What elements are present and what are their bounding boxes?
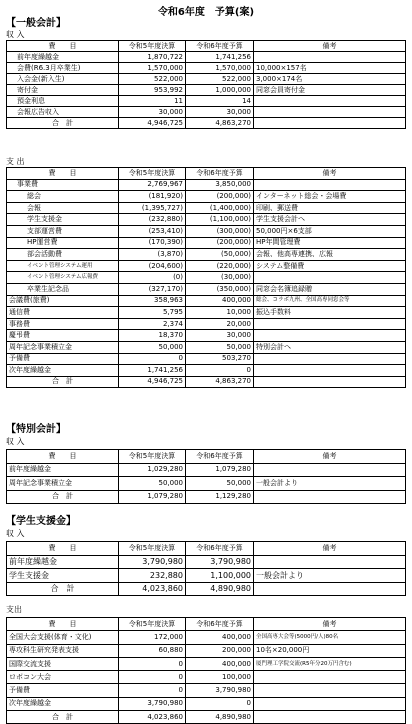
column-header: 備考 xyxy=(254,41,406,52)
fy6-budget-cell: 522,000 xyxy=(186,74,254,85)
fy6-budget-cell: 3,790,980 xyxy=(186,684,254,697)
remarks-cell xyxy=(254,555,406,569)
item-cell: 学生支援金 xyxy=(7,569,119,583)
item-cell: 通信費 xyxy=(7,307,119,319)
total-row xyxy=(7,711,406,724)
total-remarks xyxy=(254,711,406,724)
table-row xyxy=(7,249,406,261)
header-row xyxy=(7,168,406,180)
table-row xyxy=(7,179,406,191)
fy5-settlement-cell: (204,600) xyxy=(119,260,186,272)
remarks-cell xyxy=(254,697,406,710)
column-header: 備考 xyxy=(254,168,406,180)
remarks-cell xyxy=(254,52,406,63)
total-label: 合 計 xyxy=(7,490,119,504)
item-cell: 前年度繰越金 xyxy=(7,52,119,63)
remarks-cell: 特別会計へ xyxy=(254,341,406,353)
item-cell: 会報 xyxy=(7,202,119,214)
column-header: 令和5年度決算 xyxy=(119,542,186,556)
table-row xyxy=(7,684,406,697)
table-row xyxy=(7,52,406,63)
table-row xyxy=(7,318,406,330)
table-row xyxy=(7,202,406,214)
remarks-cell: 総会、コラボ九州、全国高専同窓会等 xyxy=(254,295,406,307)
header-row xyxy=(7,542,406,556)
remarks-cell: 一般会計より xyxy=(254,477,406,491)
general-heading: 【一般会計】 xyxy=(6,18,66,29)
column-header: 備考 xyxy=(254,618,406,631)
header-row xyxy=(7,41,406,52)
fy5-settlement-cell: 18,370 xyxy=(119,330,186,342)
fy6-budget-cell: 14 xyxy=(186,96,254,107)
column-header: 費 目 xyxy=(7,542,119,556)
fy5-settlement-cell: 0 xyxy=(119,684,186,697)
header-row xyxy=(7,618,406,631)
student-expense-body xyxy=(7,618,406,724)
table-row xyxy=(7,697,406,710)
remarks-cell xyxy=(254,96,406,107)
fy5-settlement-cell: 1,570,000 xyxy=(119,63,186,74)
fy5-settlement-cell: (232,880) xyxy=(119,214,186,226)
fy5-settlement-cell: 2,374 xyxy=(119,318,186,330)
student-expense-label: 支出 xyxy=(6,605,22,614)
item-cell: 会報広告収入 xyxy=(7,107,119,118)
item-cell: 専攻科生研究発表支援 xyxy=(7,644,119,657)
remarks-cell xyxy=(254,671,406,684)
fy6-budget-cell: (300,000) xyxy=(186,225,254,237)
item-cell: ロボコン大会 xyxy=(7,671,119,684)
fy5-settlement-cell: 50,000 xyxy=(119,341,186,353)
fy6-budget-cell: 1,100,000 xyxy=(186,569,254,583)
fy6-budget-cell: 20,000 xyxy=(186,318,254,330)
fy6-budget-cell: (1,100,000) xyxy=(186,214,254,226)
table-row xyxy=(7,63,406,74)
fy6-budget-cell: (1,400,000) xyxy=(186,202,254,214)
fy5-settlement-cell: 232,880 xyxy=(119,569,186,583)
fy5-settlement-cell: 172,000 xyxy=(119,631,186,644)
table-row xyxy=(7,671,406,684)
remarks-cell: 50,000円×6支部 xyxy=(254,225,406,237)
fy5-settlement-cell: (3,870) xyxy=(119,249,186,261)
remarks-cell: 10名×20,000円 xyxy=(254,644,406,657)
fy6-budget-cell: 0 xyxy=(186,365,254,377)
column-header: 令和5年度決算 xyxy=(119,41,186,52)
student-income-body xyxy=(7,542,406,596)
special-income-label: 収 入 xyxy=(6,437,25,446)
fy5-settlement-cell: 522,000 xyxy=(119,74,186,85)
total-label: 合 計 xyxy=(7,376,119,388)
special-income-table xyxy=(6,449,406,504)
item-cell: 会費(R6.3月卒業生) xyxy=(7,63,119,74)
table-row xyxy=(7,463,406,477)
column-header: 令和6年度予算 xyxy=(186,41,254,52)
remarks-cell xyxy=(254,463,406,477)
total-fy6: 4,890,980 xyxy=(186,582,254,596)
column-header: 令和5年度決算 xyxy=(119,450,186,464)
general-income-body xyxy=(7,41,406,129)
header-row xyxy=(7,450,406,464)
remarks-cell xyxy=(254,684,406,697)
item-cell: 前年度繰越金 xyxy=(7,463,119,477)
general-expense-table xyxy=(6,167,406,388)
fy6-budget-cell: (350,000) xyxy=(186,283,254,295)
fy6-budget-cell: 1,741,256 xyxy=(186,52,254,63)
column-header: 備考 xyxy=(254,450,406,464)
total-row xyxy=(7,376,406,388)
fy5-settlement-cell: 3,790,980 xyxy=(119,555,186,569)
column-header: 備考 xyxy=(254,542,406,556)
total-fy5: 4,946,725 xyxy=(119,376,186,388)
remarks-cell xyxy=(254,330,406,342)
remarks-cell: 厦門理工学院交流(R5年分20万円含む) xyxy=(254,657,406,670)
remarks-cell: 印刷、郵送費 xyxy=(254,202,406,214)
column-header: 令和6年度予算 xyxy=(186,168,254,180)
item-cell: 預金利息 xyxy=(7,96,119,107)
table-row xyxy=(7,191,406,203)
fy6-budget-cell: 1,079,280 xyxy=(186,463,254,477)
total-fy6: 4,863,270 xyxy=(186,376,254,388)
fy5-settlement-cell: 2,769,967 xyxy=(119,179,186,191)
fy6-budget-cell: 400,000 xyxy=(186,657,254,670)
fy5-settlement-cell: 3,790,980 xyxy=(119,697,186,710)
special-income-body xyxy=(7,450,406,504)
fy6-budget-cell: 400,000 xyxy=(186,631,254,644)
total-fy6: 1,129,280 xyxy=(186,490,254,504)
remarks-cell: 同窓会員寄付金 xyxy=(254,85,406,96)
table-row xyxy=(7,214,406,226)
remarks-cell xyxy=(254,353,406,365)
table-row xyxy=(7,644,406,657)
student-income-table xyxy=(6,541,406,596)
table-row xyxy=(7,272,406,284)
total-row xyxy=(7,490,406,504)
fy6-budget-cell: 50,000 xyxy=(186,477,254,491)
item-cell: 周年記念事業積立金 xyxy=(7,477,119,491)
fy6-budget-cell: (50,000) xyxy=(186,249,254,261)
table-row xyxy=(7,330,406,342)
remarks-cell: 10,000×157名 xyxy=(254,63,406,74)
column-header: 令和5年度決算 xyxy=(119,168,186,180)
fy6-budget-cell: (30,000) xyxy=(186,272,254,284)
table-row xyxy=(7,260,406,272)
total-remarks xyxy=(254,118,406,129)
total-fy5: 4,023,860 xyxy=(119,711,186,724)
fy5-settlement-cell: 0 xyxy=(119,353,186,365)
general-expense-body xyxy=(7,168,406,388)
item-cell: 卒業生記念品 xyxy=(7,283,119,295)
item-cell: 入会金(新入生) xyxy=(7,74,119,85)
fy5-settlement-cell: 1,029,280 xyxy=(119,463,186,477)
page-title: 令和6年度 予算(案) xyxy=(157,7,255,18)
table-row xyxy=(7,353,406,365)
item-cell: 次年度繰越金 xyxy=(7,697,119,710)
special-heading: 【特別会計】 xyxy=(6,424,66,435)
fy5-settlement-cell: (0) xyxy=(119,272,186,284)
fy5-settlement-cell: 60,880 xyxy=(119,644,186,657)
item-cell: 事務費 xyxy=(7,318,119,330)
fy6-budget-cell: 1,570,000 xyxy=(186,63,254,74)
table-row xyxy=(7,107,406,118)
table-row xyxy=(7,341,406,353)
total-fy6: 4,863,270 xyxy=(186,118,254,129)
remarks-cell xyxy=(254,365,406,377)
total-remarks xyxy=(254,376,406,388)
fy6-budget-cell: 30,000 xyxy=(186,330,254,342)
total-label: 合 計 xyxy=(7,582,119,596)
item-cell: イベント管理システム運用 xyxy=(7,260,119,272)
remarks-cell: HP年間管理費 xyxy=(254,237,406,249)
fy6-budget-cell: 10,000 xyxy=(186,307,254,319)
column-header: 令和6年度予算 xyxy=(186,542,254,556)
total-remarks xyxy=(254,582,406,596)
item-cell: 全国大会支援(体育・文化) xyxy=(7,631,119,644)
fy5-settlement-cell: (327,170) xyxy=(119,283,186,295)
column-header: 令和5年度決算 xyxy=(119,618,186,631)
remarks-cell: 振込手数料 xyxy=(254,307,406,319)
item-cell: 支部運営費 xyxy=(7,225,119,237)
fy5-settlement-cell: 0 xyxy=(119,657,186,670)
fy6-budget-cell: (200,000) xyxy=(186,237,254,249)
fy5-settlement-cell: (181,920) xyxy=(119,191,186,203)
table-row xyxy=(7,237,406,249)
remarks-cell: 会報、他高専連携、広報 xyxy=(254,249,406,261)
table-row xyxy=(7,555,406,569)
fy6-budget-cell: 50,000 xyxy=(186,341,254,353)
item-cell: 事業費 xyxy=(7,179,119,191)
remarks-cell xyxy=(254,179,406,191)
table-row xyxy=(7,657,406,670)
fy5-settlement-cell: 1,741,256 xyxy=(119,365,186,377)
column-header: 費 目 xyxy=(7,41,119,52)
remarks-cell: システム整備費 xyxy=(254,260,406,272)
item-cell: 予備費 xyxy=(7,684,119,697)
fy5-settlement-cell: 0 xyxy=(119,671,186,684)
item-cell: 予備費 xyxy=(7,353,119,365)
item-cell: 国際交流支援 xyxy=(7,657,119,670)
fy5-settlement-cell: (1,395,727) xyxy=(119,202,186,214)
item-cell: 総会 xyxy=(7,191,119,203)
fy5-settlement-cell: (170,390) xyxy=(119,237,186,249)
fy5-settlement-cell: 11 xyxy=(119,96,186,107)
column-header: 費 目 xyxy=(7,450,119,464)
item-cell: HP運営費 xyxy=(7,237,119,249)
remarks-cell: 3,000×174名 xyxy=(254,74,406,85)
general-expense-label: 支 出 xyxy=(6,157,25,166)
fy6-budget-cell: (220,000) xyxy=(186,260,254,272)
fy6-budget-cell: (200,000) xyxy=(186,191,254,203)
total-label: 合 計 xyxy=(7,118,119,129)
table-row xyxy=(7,631,406,644)
remarks-cell xyxy=(254,272,406,284)
column-header: 費 目 xyxy=(7,618,119,631)
remarks-cell: 全国高専大会等(5000円/人)80名 xyxy=(254,631,406,644)
table-row xyxy=(7,74,406,85)
student-heading: 【学生支援金】 xyxy=(6,516,76,527)
item-cell: 部会活動費 xyxy=(7,249,119,261)
item-cell: 会議費(旅費) xyxy=(7,295,119,307)
item-cell: 慶弔費 xyxy=(7,330,119,342)
item-cell: 学生支援金 xyxy=(7,214,119,226)
total-row xyxy=(7,582,406,596)
fy6-budget-cell: 0 xyxy=(186,697,254,710)
column-header: 令和6年度予算 xyxy=(186,450,254,464)
total-label: 合 計 xyxy=(7,711,119,724)
remarks-cell: 一般会計より xyxy=(254,569,406,583)
item-cell: 周年記念事業積立金 xyxy=(7,341,119,353)
fy6-budget-cell: 400,000 xyxy=(186,295,254,307)
remarks-cell xyxy=(254,107,406,118)
fy5-settlement-cell: 358,963 xyxy=(119,295,186,307)
general-income-label: 収 入 xyxy=(6,30,25,39)
fy5-settlement-cell: 5,795 xyxy=(119,307,186,319)
table-row xyxy=(7,569,406,583)
total-fy5: 4,023,860 xyxy=(119,582,186,596)
table-row xyxy=(7,283,406,295)
table-row xyxy=(7,307,406,319)
table-row xyxy=(7,225,406,237)
remarks-cell: 学生支援会計へ xyxy=(254,214,406,226)
table-row xyxy=(7,85,406,96)
item-cell: 前年度繰越金 xyxy=(7,555,119,569)
student-expense-table xyxy=(6,617,406,724)
total-fy6: 4,890,980 xyxy=(186,711,254,724)
table-row xyxy=(7,295,406,307)
fy5-settlement-cell: 30,000 xyxy=(119,107,186,118)
table-row xyxy=(7,365,406,377)
fy5-settlement-cell: 953,992 xyxy=(119,85,186,96)
total-fy5: 1,079,280 xyxy=(119,490,186,504)
total-remarks xyxy=(254,490,406,504)
fy6-budget-cell: 3,850,000 xyxy=(186,179,254,191)
general-income-table xyxy=(6,40,406,129)
fy5-settlement-cell: (253,410) xyxy=(119,225,186,237)
item-cell: 寄付金 xyxy=(7,85,119,96)
remarks-cell xyxy=(254,318,406,330)
fy6-budget-cell: 30,000 xyxy=(186,107,254,118)
total-fy5: 4,946,725 xyxy=(119,118,186,129)
table-row xyxy=(7,96,406,107)
column-header: 費 目 xyxy=(7,168,119,180)
total-row xyxy=(7,118,406,129)
fy5-settlement-cell: 1,870,722 xyxy=(119,52,186,63)
item-cell: 次年度繰越金 xyxy=(7,365,119,377)
table-row xyxy=(7,477,406,491)
fy6-budget-cell: 200,000 xyxy=(186,644,254,657)
remarks-cell: 同窓会名簿追録贈 xyxy=(254,283,406,295)
column-header: 令和6年度予算 xyxy=(186,618,254,631)
fy6-budget-cell: 503,270 xyxy=(186,353,254,365)
fy5-settlement-cell: 50,000 xyxy=(119,477,186,491)
fy6-budget-cell: 1,000,000 xyxy=(186,85,254,96)
fy6-budget-cell: 100,000 xyxy=(186,671,254,684)
fy6-budget-cell: 3,790,980 xyxy=(186,555,254,569)
remarks-cell: インターネット総会・会場費 xyxy=(254,191,406,203)
item-cell: イベント管理システム広報費 xyxy=(7,272,119,284)
student-income-label: 収 入 xyxy=(6,529,25,538)
